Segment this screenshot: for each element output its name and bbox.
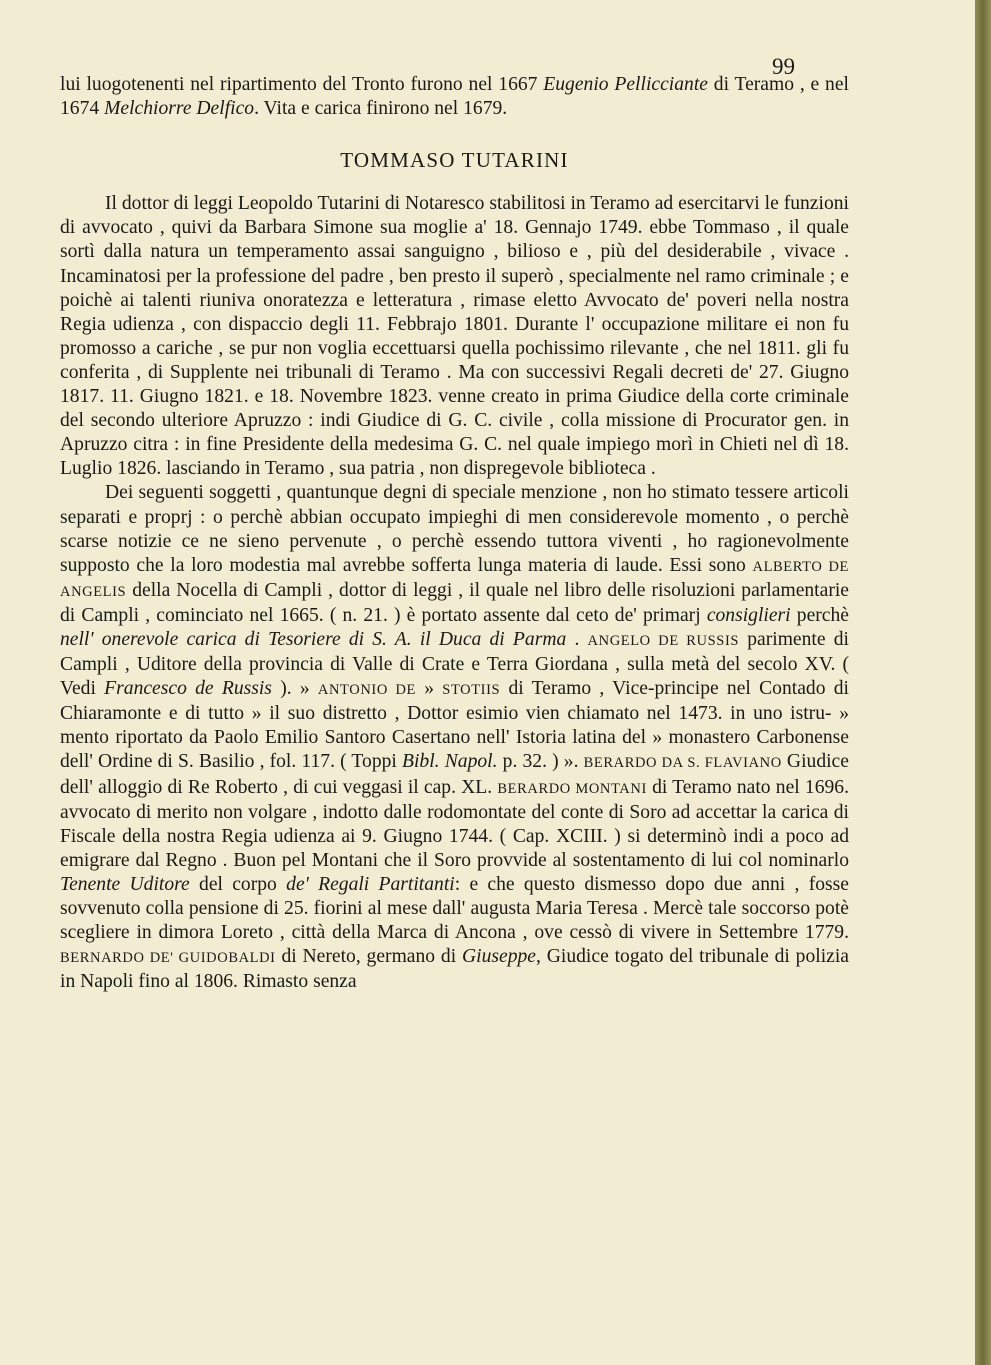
body-text: »: [424, 678, 435, 700]
body-text: della Nocella di Campli , dottor di leggi , il quale nel libro delle risoluzioni parlamentarie di Campli , cominciato nel 1665. ( n. 21. ) è portato assente dal ceto de' primarj: [60, 579, 849, 626]
section-heading: TOMMASO TUTARINI: [340, 148, 569, 173]
italic-text: nell' onerevole carica di Tesoriere di S. A. il Duca di Parma: [60, 628, 567, 650]
italic-text: Bibl. Napol.: [402, 751, 498, 773]
body-text: , Giudice togato del tribunale di polizia in Napoli fino al 1806. Rimasto senza: [60, 946, 849, 993]
page-edge: [975, 0, 991, 1365]
body-text: ). »: [280, 678, 310, 700]
body-text: di Nereto, germano di: [281, 946, 457, 968]
body-text: .: [574, 628, 580, 650]
biography-paragraph: Il dottor di leggi Leopoldo Tutarini di Notaresco stabilitosi in Teramo ad esercitarvi le funzioni di avvocato , quivi da Barbara Simone sua moglie a' 18. Gennajo 1749. ebbe Tommaso , il quale sortì dalla natura un temperamento assai sanguigno , bilioso e , più del desiderabile , vivace . Incaminatosi per la professione del padre , ben presto il superò , specialmente nel ramo criminale ; e poichè ai talenti riuniva onoratezza e letteratura , rimase eletto Avvocato de' poveri nella nostra Regia udienza , con dispaccio degli 11. Febbrajo 1801. Durante l' occupazione militare ei non fu promosso a cariche , se pur non voglia eccettuarsi quella pochissimo rilevante , che nel 1811. gli fu conferita , di Supplente nei tribunali di Teramo . Ma con successivi Regali decreti de' 27. Giugno 1817. 11. Giugno 1821. e 18. Novembre 1823. venne creato in prima Giudice della corte criminale del secondo ulteriore Apruzzo : indi Giudice di G. C. civile , colla missione di Procurator gen. in Apruzzo citra : in fine Presidente della medesima G. C. nel quale impiego morì in Chieti nel dì 18. Luglio 1826. lasciando in Teramo , sua patria , non dispregevole biblioteca .: [60, 193, 849, 480]
intro-text: . Vita e carica finirono nel 1679.: [254, 98, 508, 120]
italic-text: Tenente Uditore: [60, 873, 190, 895]
intro-text: di Teramo , e nel 1674: [60, 74, 849, 120]
person-name: BERARDO MONTANI: [497, 780, 647, 797]
italic-text: de' Regali Partitanti: [286, 873, 455, 895]
notes-paragraph: [60, 481, 849, 994]
person-name: STOTIIS: [442, 682, 501, 699]
body-text: p. 32. ) ».: [502, 751, 579, 773]
person-name: BERARDO DA S. FLAVIANO: [583, 755, 782, 772]
body-text: : e che questo dismesso dopo due anni , fosse sovvenuto colla pensione di 25. fiorini al mese dall' augusta Maria Teresa . Mercè tale soccorso potè scegliere in dimora Loreto , città della Marca di Ancona , ove cessò di vivere in Settembre 1779.: [60, 873, 849, 944]
intro-name: Eugenio Pellicciante: [543, 74, 708, 95]
intro-text: lui luogotenenti nel ripartimento del Tronto furono nel 1667: [60, 74, 538, 95]
italic-text: consiglieri: [706, 604, 791, 626]
person-name: BERNARDO DE' GUIDOBALDI: [60, 950, 276, 967]
body-text: di Teramo , Vice-principe nel Contado di Chiaramonte e di tutto » il suo distretto , Dottor esimio vien chiamato nel 1473. in uno istru- » mento riportato da Paolo Emilio Santoro Casertano nell' Istoria latina del » monastero Carbonense dell' Ordine di S. Basilio , fol. 117. ( Toppi: [60, 678, 849, 773]
body-text: Giudice dell' alloggio di Re Roberto , di cui veggasi il cap. XL.: [60, 751, 849, 798]
body-text: del corpo: [199, 873, 277, 895]
intro-paragraph: [60, 73, 849, 121]
person-name: ALBERTO DE ANGELIS: [60, 558, 849, 600]
person-name: ANTONIO DE: [317, 682, 416, 699]
body-text: parimente di Campli , Uditore della provincia di Valle di Crate e Terra Giordana , sulla metà del secolo XV. ( Vedi: [60, 628, 849, 700]
intro-name: Melchiorre Delfico: [104, 98, 255, 120]
body-text: perchè: [796, 604, 849, 626]
italic-text: Francesco de Russis: [104, 678, 272, 700]
body-text: di Teramo nato nel 1696. avvocato di merito non volgare , indotto dalle rodomontate del conte di Soro ad accettar la carica di Fiscale della nostra Regia udienza ai 9. Giugno 1744. ( Cap. XCIII. ) si determinò indi a poco ad emigrare dal Regno . Buon pel Montani che il Soro provvide al sostentamento di lui col nominarlo: [60, 776, 849, 871]
italic-text: Giuseppe: [462, 946, 537, 968]
page-text: [60, 0, 849, 994]
person-name: ANGELO DE RUSSIS: [587, 632, 740, 649]
body-text: Dei seguenti soggetti , quantunque degni di speciale menzione , non ho stimato tessere articoli separati e proprj : o perchè abbian occupato impieghi di men considerevole momento , o perchè scarse notizie ce ne sieno pervenute , o perchè essendo tuttora viventi , ho ragionevolmente supposto che la loro modestia mal avrebbe sofferta lunga materia di laude. Essi sono: [60, 482, 849, 576]
page-number: 99: [772, 54, 795, 79]
